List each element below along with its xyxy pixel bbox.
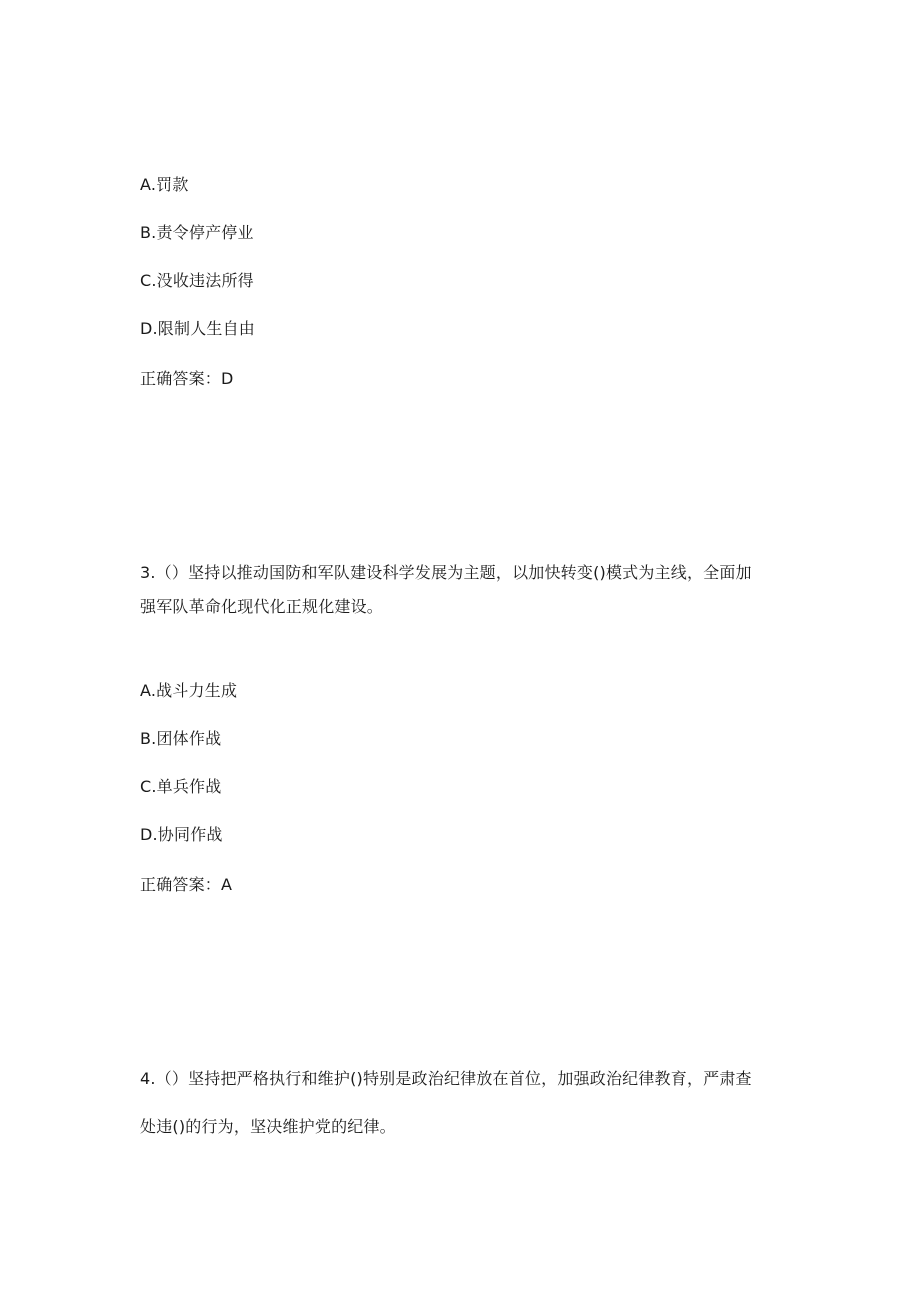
q2-option-a: A.罚款	[140, 175, 189, 194]
q2-answer: 正确答案：D	[140, 369, 234, 388]
q3-text-line2: 强军队革命化现代化正规化建设。	[140, 597, 384, 616]
q2-option-c: C.没收违法所得	[140, 271, 254, 290]
q3-option-b: B.团体作战	[140, 729, 222, 748]
q3-text-line1: 3.（）坚持以推动国防和军队建设科学发展为主题，以加快转变()模式为主线，全面加	[140, 563, 752, 582]
q3-option-c: C.单兵作战	[140, 777, 222, 796]
q3-option-d: D.协同作战	[140, 825, 223, 844]
q4-text-line2: 处违()的行为，坚决维护党的纪律。	[140, 1117, 396, 1136]
q3-answer: 正确答案：A	[140, 875, 233, 894]
q2-option-d: D.限制人生自由	[140, 319, 256, 338]
q2-option-b: B.责令停产停业	[140, 223, 254, 242]
q4-text-line1: 4.（）坚持把严格执行和维护()特别是政治纪律放在首位，加强政治纪律教育，严肃查	[140, 1069, 752, 1088]
q3-option-a: A.战斗力生成	[140, 681, 238, 700]
